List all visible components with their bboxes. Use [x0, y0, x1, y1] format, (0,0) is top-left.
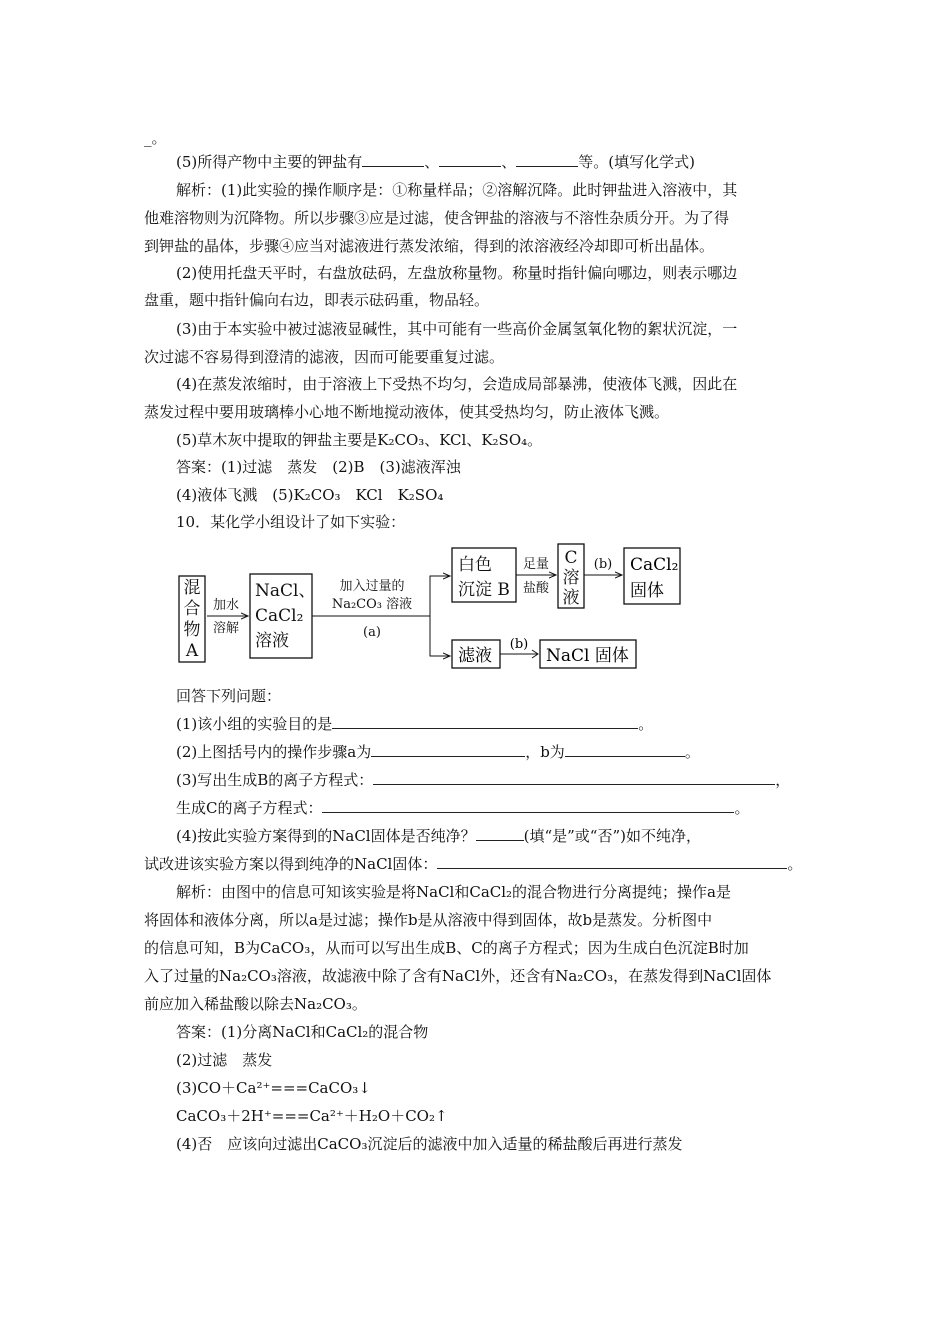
question-10-part2: (2)上图括号内的操作步骤a为 ，b为 。 [176, 743, 700, 761]
arrow3-top-label: 足量 [522, 557, 550, 572]
arrow2-top-label: Na₂CO₃ 溶液 [331, 597, 413, 612]
analysis-line: (3)由于本实验中被过滤液显碱性，其中可能有一些高价金属氢氧化物的絮状沉淀，一 [176, 320, 738, 338]
arrow1-bottom-label: 溶解 [212, 621, 240, 636]
answer-blank[interactable] [516, 152, 578, 167]
box-solution-line: 溶液 [255, 631, 289, 651]
arrow1-top-label: 加水 [212, 598, 240, 613]
analysis-line: 解析：(1)此实验的操作顺序是：①称量样品；②溶解沉降。此时钾盐进入溶液中，其 [176, 181, 738, 199]
answer-blank[interactable] [437, 854, 787, 869]
analysis-line: (4)在蒸发浓缩时，由于溶液上下受热不均匀，会造成局部暴沸，使液体飞溅，因此在 [176, 375, 738, 393]
box-c-text: C [564, 548, 578, 568]
analysis-line: 蒸发过程中要用玻璃棒小心地不断地搅动液体，使其受热均匀，防止液体飞溅。 [144, 403, 670, 421]
box-nacl-text: NaCl 固体 [546, 646, 629, 666]
arrow5-label: (b) [509, 637, 529, 652]
box-c-text: 溶 [562, 568, 580, 588]
analysis-line: 盘重，题中指针偏向右边，即表示砝码重，物品轻。 [144, 291, 490, 309]
question-10-title: 10．某化学小组设计了如下实验： [176, 513, 406, 531]
box-a-text: 合 [183, 599, 201, 619]
analysis-line: 将固体和液体分离，所以a是过滤；操作b是从溶液中得到固体，故b是蒸发。分析图中 [144, 911, 713, 929]
analysis-line: 他难溶物则为沉降物。所以步骤③应是过滤，使含钾盐的溶液与不溶性杂质分开。为了得 [144, 209, 730, 227]
box-a-text: A [185, 641, 199, 661]
branch-up [430, 576, 450, 616]
answer-blank[interactable] [332, 714, 638, 729]
question-10-part4: (4)按此实验方案得到的NaCl固体是否纯净？ (填“是”或“否”)如不纯净， [176, 827, 701, 845]
analysis-line: (2)使用托盘天平时，右盘放砝码，左盘放称量物。称量时指针偏向哪边，则表示哪边 [176, 264, 738, 282]
arrow3-bottom-label: 盐酸 [522, 581, 550, 596]
arrow4-label: (b) [593, 557, 613, 572]
box-c-text: 液 [562, 588, 580, 608]
box-solution-line: CaCl₂ [255, 606, 304, 626]
answer-line: (3)CO＋Ca²⁺===CaCO₃↓ [176, 1079, 371, 1097]
analysis-line: 入了过量的Na₂CO₃溶液，故滤液中除了含有NaCl外，还含有Na₂CO₃，在蒸发得到NaCl固体 [144, 967, 772, 985]
box-a-text: 混 [183, 578, 201, 598]
answer-blank[interactable] [373, 770, 775, 785]
analysis-line: 的信息可知，B为CaCO₃，从而可以写出生成B、C的离子方程式；因为生成白色沉淀B时加 [144, 939, 749, 957]
analysis-line: (5)草木灰中提取的钾盐主要是K₂CO₃、KCl、K₂SO₄。 [176, 431, 543, 449]
answer-blank[interactable] [565, 742, 685, 757]
box-cacl2-line: 固体 [630, 581, 664, 601]
answer-blank[interactable] [322, 798, 734, 813]
answer-line: 答案：(1)分离NaCl和CaCl₂的混合物 [176, 1023, 429, 1041]
analysis-line: 前应加入稀盐酸以除去Na₂CO₃。 [144, 995, 367, 1013]
answer-blank[interactable] [362, 152, 424, 167]
question-prompt: 回答下列问题： [176, 687, 282, 705]
analysis-line: 次过滤不容易得到澄清的滤液，因而可能要重复过滤。 [144, 348, 505, 366]
arrow2-top-label: 加入过量的 [339, 579, 405, 594]
box-a-text: 物 [183, 620, 201, 640]
arrow2-bottom-label: (a) [363, 625, 381, 640]
box-solution-line: NaCl、 [255, 581, 316, 601]
question-10-part3: (3)写出生成B的离子方程式： ， [176, 771, 791, 789]
branch-down [430, 616, 450, 656]
answer-line: 答案：(1)过滤 蒸发 (2)B (3)滤液浑浊 [176, 458, 461, 476]
box-b-line: 白色 [458, 555, 492, 575]
answer-blank[interactable] [476, 826, 524, 841]
answer-blank[interactable] [371, 742, 525, 757]
top-fragment: _。 [144, 129, 167, 147]
answer-line: (2)过滤 蒸发 [176, 1051, 273, 1069]
box-cacl2-line: CaCl₂ [630, 555, 679, 575]
question-5: (5)所得产物中主要的钾盐有 、 、 等。(填写化学式) [176, 153, 695, 171]
box-b-line: 沉淀 B [458, 580, 510, 600]
box-filtrate-text: 滤液 [458, 646, 492, 666]
answer-line: CaCO₃＋2H⁺===Ca²⁺＋H₂O＋CO₂↑ [176, 1107, 448, 1125]
answer-blank[interactable] [439, 152, 501, 167]
question-10-part3b: 生成C的离子方程式： 。 [176, 799, 750, 817]
question-10-part1: (1)该小组的实验目的是 。 [176, 715, 654, 733]
answer-line: (4)液体飞溅 (5)K₂CO₃ KCl K₂SO₄ [176, 486, 444, 504]
analysis-line: 解析：由图中的信息可知该实验是将NaCl和CaCl₂的混合物进行分离提纯；操作a是 [176, 883, 731, 901]
diagram-bottom-part [450, 636, 640, 672]
question-10-part4b: 试改进该实验方案以得到纯净的NaCl固体： 。 [144, 855, 803, 873]
analysis-line: 到钾盐的晶体，步骤④应当对滤液进行蒸发浓缩，得到的浓溶液经冷却即可析出晶体。 [144, 237, 715, 255]
answer-line: (4)否 应该向过滤出CaCO₃沉淀后的滤液中加入适量的稀盐酸后再进行蒸发 [176, 1135, 683, 1153]
